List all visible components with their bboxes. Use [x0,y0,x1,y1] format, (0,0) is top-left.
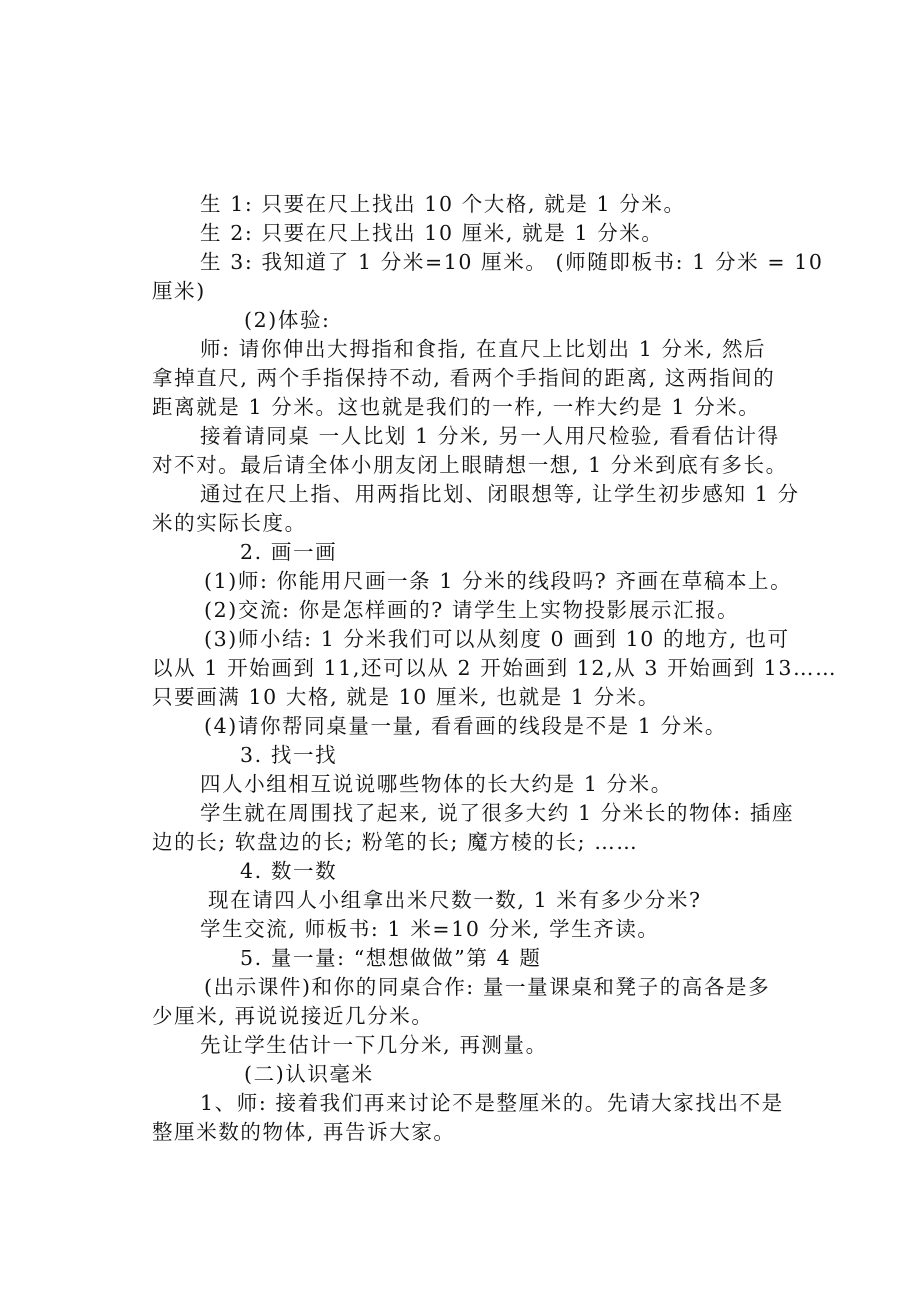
text-line: 四人小组相互说说哪些物体的长大约是 1 分米。 [200,772,673,796]
text-line: 少厘米, 再说说接近几分米。 [152,1004,434,1028]
text-line: 1、师: 接着我们再来讨论不是整厘米的。先请大家找出不是 [200,1091,784,1115]
paragraph-p18 [152,915,862,944]
paragraph-p12 [152,712,862,741]
paragraph-p20 [152,973,862,1031]
text-line: (出示课件)和你的同桌合作: 量一量课桌和凳子的高各是多 [204,975,771,999]
text-line: 通过在尺上指、用两指比划、闭眼想等, 让学生初步感知 1 分 [200,482,800,506]
text-line: 生 1: 只要在尺上找出 10 个大格, 就是 1 分米。 [200,192,686,216]
paragraph-p5 [152,335,862,422]
paragraph-p19 [152,944,862,973]
text-line: 生 2: 只要在尺上找出 10 厘米, 就是 1 分米。 [200,221,664,245]
text-line: (1)师: 你能用尺画一条 1 分米的线段吗? 齐画在草稿本上。 [204,569,793,593]
paragraph-p16 [152,857,862,886]
text-line: 以从 1 开始画到 11,还可以从 2 开始画到 12,从 3 开始画到 13…… [152,656,838,680]
text-line: 米的实际长度。 [152,511,307,535]
text-line: (4)请你帮同桌量一量, 看看画的线段是不是 1 分米。 [204,714,727,738]
text-line: (二)认识毫米 [244,1062,374,1086]
paragraph-p23 [152,1089,862,1147]
text-line: 先让学生估计一下几分米, 再测量。 [200,1033,548,1057]
paragraph-p7 [152,480,862,538]
text-line: 3. 找一找 [240,743,338,767]
text-line: 生 3: 我知道了 1 分米=10 厘米。 (师随即板书: 1 分米 = 10 [200,250,824,274]
text-line: 拿掉直尺, 两个手指保持不动, 看两个手指间的距离, 这两指间的 [152,366,776,390]
paragraph-p13 [152,741,862,770]
paragraph-p8 [152,538,862,567]
text-line: 只要画满 10 大格, 就是 10 厘米, 也就是 1 分米。 [152,685,660,709]
paragraph-p11 [152,625,862,712]
text-line: 整厘米数的物体, 再告诉大家。 [152,1120,456,1144]
text-line: 师: 请你伸出大拇指和食指, 在直尺上比划出 1 分米, 然后 [200,337,767,361]
text-line: (2)体验: [244,308,331,332]
text-line: 2. 画一画 [240,540,338,564]
text-line: 边的长; 软盘边的长; 粉笔的长; 魔方棱的长; …… [152,830,639,854]
paragraph-p14 [152,770,862,799]
text-line: 学生就在周围找了起来, 说了很多大约 1 分米长的物体: 插座 [200,801,795,825]
paragraph-p2 [152,219,862,248]
text-line: 学生交流, 师板书: 1 米=10 分米, 学生齐读。 [200,917,660,941]
text-line: 现在请四人小组拿出米尺数一数, 1 米有多少分米? [208,888,702,912]
paragraph-p22 [152,1060,862,1089]
paragraph-p17 [152,886,862,915]
document-body [152,190,862,1147]
text-line: 4. 数一数 [240,859,338,883]
paragraph-p9 [152,567,862,596]
text-line: 距离就是 1 分米。这也就是我们的一柞, 一柞大约是 1 分米。 [152,395,761,419]
text-line: 对不对。最后请全体小朋友闭上眼睛想一想, 1 分米到底有多长。 [152,453,788,477]
paragraph-p3 [152,248,862,306]
paragraph-p4 [152,306,862,335]
paragraph-p6 [152,422,862,480]
paragraph-p1 [152,190,862,219]
text-line: 厘米) [152,279,206,303]
paragraph-p21 [152,1031,862,1060]
text-line: (3)师小结: 1 分米我们可以从刻度 0 画到 10 的地方, 也可 [204,627,790,651]
paragraph-p15 [152,799,862,857]
text-line: (2)交流: 你是怎样画的? 请学生上实物投影展示汇报。 [204,598,740,622]
text-line: 5. 量一量: “想想做做”第 4 题 [240,946,542,970]
text-line: 接着请同桌 一人比划 1 分米, 另一人用尺检验, 看看估计得 [200,424,780,448]
paragraph-p10 [152,596,862,625]
